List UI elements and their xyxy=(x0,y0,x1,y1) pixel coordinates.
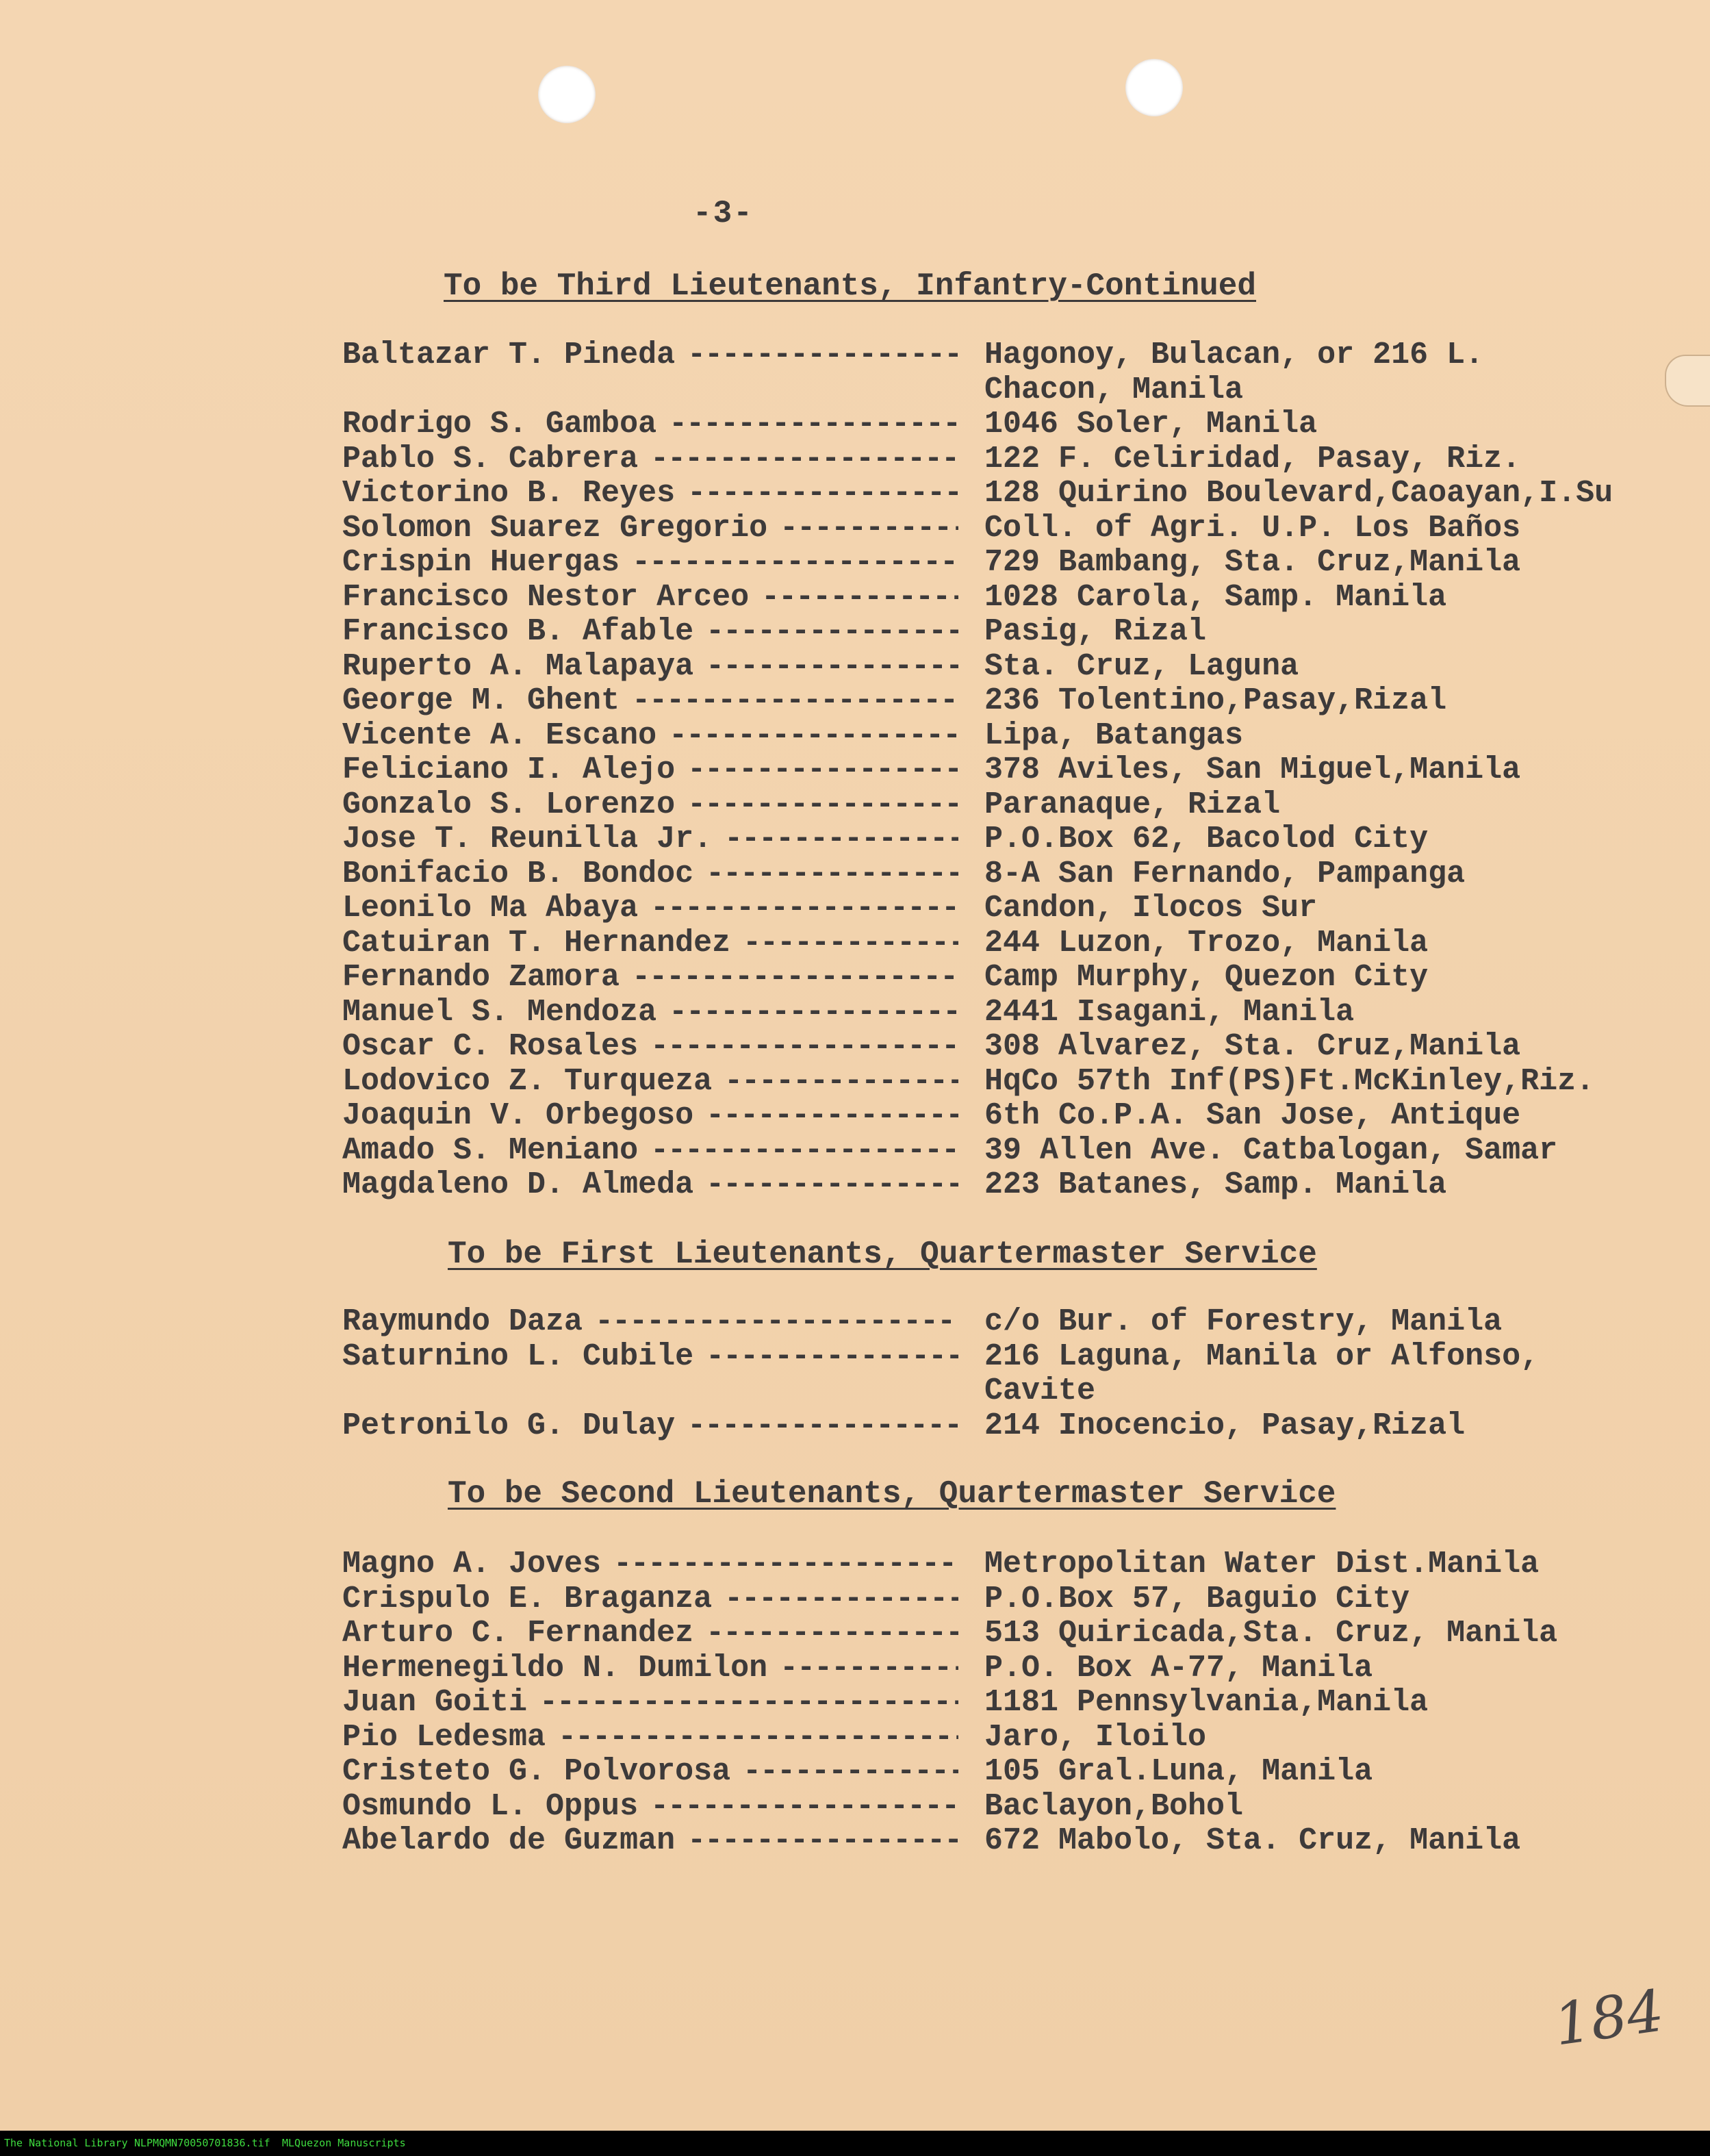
officer-name: Cristeto G. Polvorosa xyxy=(342,1755,731,1789)
officer-name: Joaquin V. Orbegoso xyxy=(342,1099,694,1133)
entry-name-column xyxy=(342,788,958,823)
entry-name-column xyxy=(342,511,958,546)
list-item xyxy=(342,822,1705,857)
officer-address: Candon, Ilocos Sur xyxy=(984,891,1318,926)
list-item xyxy=(342,442,1705,477)
officer-address: Metropolitan Water Dist.Manila xyxy=(984,1547,1540,1582)
officer-name: Rodrigo S. Gamboa xyxy=(342,407,657,442)
officer-address: 105 Gral.Luna, Manila xyxy=(984,1754,1373,1789)
list-item xyxy=(342,615,1705,650)
dash-leader xyxy=(656,995,958,1030)
officer-address: Lipa, Batangas xyxy=(984,718,1244,753)
officer-address: Camp Murphy, Quezon City xyxy=(984,960,1429,995)
dash-leader xyxy=(767,511,958,546)
officer-name: Vicente A. Escano xyxy=(342,718,657,753)
section-heading-third-lieutenants-infantry: To be Third Lieutenants, Infantry-Continued xyxy=(444,268,1256,304)
officer-name: Manuel S. Mendoza xyxy=(342,995,657,1030)
punch-hole xyxy=(538,66,596,123)
entry-name-column xyxy=(342,1168,958,1203)
officer-address: P.O. Box A-77, Manila xyxy=(984,1650,1373,1686)
officer-address: Paranaque, Rizal xyxy=(984,787,1281,822)
list-item xyxy=(342,1168,1705,1203)
list-item xyxy=(342,719,1705,754)
list-item xyxy=(342,1305,1705,1340)
list-item xyxy=(342,1340,1705,1409)
officer-name: Magno A. Joves xyxy=(342,1547,602,1582)
punch-hole xyxy=(1125,59,1183,116)
list-item xyxy=(342,338,1705,407)
list-item xyxy=(342,891,1705,926)
dash-leader xyxy=(693,1340,958,1409)
officer-address: 236 Tolentino,Pasay,Rizal xyxy=(984,683,1447,718)
dash-leader xyxy=(638,1134,958,1169)
list-item xyxy=(342,995,1705,1030)
officer-address: Hagonoy, Bulacan, or 216 L. Chacon, Manila xyxy=(984,338,1484,407)
list-item xyxy=(342,1790,1705,1825)
officer-address: 6th Co.P.A. San Jose, Antique xyxy=(984,1098,1521,1133)
section-heading-second-lieutenants-quartermaster: To be Second Lieutenants, Quartermaster Service xyxy=(448,1476,1336,1512)
entry-name-column xyxy=(342,1065,958,1100)
dash-leader xyxy=(712,1065,958,1100)
officer-name: Fernando Zamora xyxy=(342,961,620,995)
dash-leader xyxy=(583,1305,958,1340)
officer-name: Osmundo L. Oppus xyxy=(342,1789,639,1824)
dash-leader xyxy=(675,338,958,407)
officer-name: Juan Goiti xyxy=(342,1686,528,1720)
footer-collection: MLQuezon Manuscripts xyxy=(282,2137,406,2149)
dash-leader xyxy=(730,1755,958,1790)
entry-name-column xyxy=(342,1616,958,1651)
list-item xyxy=(342,1824,1705,1859)
officer-name: Victorino B. Reyes xyxy=(342,477,676,511)
officer-address: P.O.Box 57, Baguio City xyxy=(984,1581,1410,1616)
officer-address: 308 Alvarez, Sta. Cruz,Manila xyxy=(984,1029,1521,1064)
entry-name-column xyxy=(342,1305,958,1340)
list-item xyxy=(342,546,1705,581)
entry-name-column xyxy=(342,650,958,685)
entry-name-column xyxy=(342,442,958,477)
dash-leader xyxy=(656,719,958,754)
officer-address: 513 Quiricada,Sta. Cruz, Manila xyxy=(984,1616,1558,1651)
dash-leader xyxy=(693,1616,958,1651)
officer-address: 223 Batanes, Samp. Manila xyxy=(984,1167,1447,1202)
dash-leader xyxy=(712,1582,958,1617)
entry-name-column xyxy=(342,1686,958,1721)
list-item xyxy=(342,1651,1705,1686)
dash-leader xyxy=(749,581,958,616)
entry-name-column xyxy=(342,1134,958,1169)
officer-address: 729 Bambang, Sta. Cruz,Manila xyxy=(984,545,1521,580)
dash-leader xyxy=(675,788,958,823)
list-item xyxy=(342,1686,1705,1721)
officer-address: Baclayon,Bohol xyxy=(984,1788,1244,1824)
officer-address: Coll. of Agri. U.P. Los Baños xyxy=(984,510,1521,546)
footer-library: The National Library xyxy=(4,2137,128,2149)
officer-name: Jose T. Reunilla Jr. xyxy=(342,822,713,857)
officer-name: Baltazar T. Pineda xyxy=(342,338,676,372)
entry-list-third-lieutenants-infantry xyxy=(342,338,1705,1203)
entry-name-column xyxy=(342,1030,958,1065)
list-item xyxy=(342,581,1705,616)
officer-name: Arturo C. Fernandez xyxy=(342,1616,694,1651)
dash-leader xyxy=(638,1030,958,1065)
entry-name-column xyxy=(342,1547,958,1582)
list-item xyxy=(342,650,1705,685)
entry-name-column xyxy=(342,822,958,857)
section-heading-first-lieutenants-quartermaster: To be First Lieutenants, Quartermaster Service xyxy=(448,1236,1317,1272)
footer-file: NLPMQMN70050701836.tif xyxy=(134,2137,270,2149)
entry-name-column xyxy=(342,1790,958,1825)
officer-name: Francisco Nestor Arceo xyxy=(342,580,750,615)
officer-name: Pio Ledesma xyxy=(342,1720,546,1755)
dash-leader xyxy=(675,753,958,788)
list-item xyxy=(342,788,1705,823)
officer-address: 39 Allen Ave. Catbalogan, Samar xyxy=(984,1132,1558,1168)
list-item xyxy=(342,961,1705,995)
dash-leader xyxy=(675,1824,958,1859)
officer-name: Amado S. Meniano xyxy=(342,1133,639,1168)
entry-name-column xyxy=(342,477,958,511)
officer-name: Crispulo E. Braganza xyxy=(342,1582,713,1616)
list-item xyxy=(342,511,1705,546)
handwritten-page-mark: 184 xyxy=(1549,1977,1668,2059)
entry-name-column xyxy=(342,1755,958,1790)
officer-name: Leonilo Ma Abaya xyxy=(342,891,639,926)
entry-name-column xyxy=(342,338,958,407)
officer-address: 244 Luzon, Trozo, Manila xyxy=(984,925,1429,961)
entry-list-second-lieutenants-quartermaster xyxy=(342,1547,1705,1859)
entry-name-column xyxy=(342,995,958,1030)
entry-name-column xyxy=(342,581,958,616)
officer-address: 1028 Carola, Samp. Manila xyxy=(984,579,1447,615)
officer-address: 672 Mabolo, Sta. Cruz, Manila xyxy=(984,1823,1521,1858)
dash-leader xyxy=(767,1651,958,1686)
entry-name-column xyxy=(342,1340,958,1409)
officer-name: Gonzalo S. Lorenzo xyxy=(342,787,676,822)
list-item xyxy=(342,407,1705,442)
entry-name-column xyxy=(342,753,958,788)
officer-name: Feliciano I. Alejo xyxy=(342,753,676,787)
dash-leader xyxy=(675,477,958,511)
scan-footer xyxy=(0,2131,1710,2156)
page-number: -3- xyxy=(693,196,754,231)
dash-leader xyxy=(693,1099,958,1134)
entry-name-column xyxy=(342,684,958,719)
officer-name: Francisco B. Afable xyxy=(342,615,694,649)
officer-address: 378 Aviles, San Miguel,Manila xyxy=(984,752,1521,787)
entry-name-column xyxy=(342,1651,958,1686)
entry-name-column xyxy=(342,615,958,650)
entry-name-column xyxy=(342,961,958,995)
officer-name: Bonifacio B. Bondoc xyxy=(342,857,694,891)
officer-name: Ruperto A. Malapaya xyxy=(342,649,694,684)
dash-leader xyxy=(693,615,958,650)
dash-leader xyxy=(527,1686,958,1721)
dash-leader xyxy=(656,407,958,442)
officer-name: Solomon Suarez Gregorio xyxy=(342,511,768,546)
dash-leader xyxy=(693,650,958,685)
officer-address: c/o Bur. of Forestry, Manila xyxy=(984,1304,1503,1339)
officer-address: Pasig, Rizal xyxy=(984,614,1207,649)
officer-address: 1046 Soler, Manila xyxy=(984,407,1318,442)
officer-name: Petronilo G. Dulay xyxy=(342,1408,676,1443)
officer-name: George M. Ghent xyxy=(342,684,620,718)
officer-address: 8-A San Fernando, Pampanga xyxy=(984,856,1466,891)
officer-address: P.O.Box 62, Bacolod City xyxy=(984,822,1429,857)
officer-address: 128 Quirino Boulevard,Caoayan,I.Su xyxy=(984,476,1613,511)
dash-leader xyxy=(638,891,958,926)
entry-list-first-lieutenants-quartermaster xyxy=(342,1305,1705,1443)
list-item xyxy=(342,753,1705,788)
dash-leader xyxy=(620,961,958,995)
dash-leader xyxy=(638,1790,958,1825)
dash-leader xyxy=(693,857,958,892)
officer-name: Oscar C. Rosales xyxy=(342,1030,639,1064)
list-item xyxy=(342,1099,1705,1134)
list-item xyxy=(342,857,1705,892)
list-item xyxy=(342,1721,1705,1755)
officer-name: Saturnino L. Cubile xyxy=(342,1339,694,1374)
list-item xyxy=(342,1065,1705,1100)
list-item xyxy=(342,1409,1705,1444)
officer-name: Crispin Huergas xyxy=(342,546,620,580)
officer-address: Jaro, Iloilo xyxy=(984,1719,1207,1755)
dash-leader xyxy=(620,546,958,581)
dash-leader xyxy=(675,1409,958,1444)
entry-name-column xyxy=(342,926,958,961)
entry-name-column xyxy=(342,1409,958,1444)
officer-name: Catuiran T. Hernandez xyxy=(342,926,731,961)
officer-address: 216 Laguna, Manila or Alfonso, Cavite xyxy=(984,1339,1540,1408)
entry-name-column xyxy=(342,1824,958,1859)
officer-name: Lodovico Z. Turqueza xyxy=(342,1064,713,1099)
officer-address: 2441 Isagani, Manila xyxy=(984,994,1355,1030)
dash-leader xyxy=(730,926,958,961)
officer-name: Magdaleno D. Almeda xyxy=(342,1168,694,1202)
list-item xyxy=(342,1582,1705,1617)
officer-address: Sta. Cruz, Laguna xyxy=(984,648,1299,684)
entry-name-column xyxy=(342,407,958,442)
list-item xyxy=(342,684,1705,719)
entry-name-column xyxy=(342,891,958,926)
dash-leader xyxy=(601,1547,958,1582)
list-item xyxy=(342,1030,1705,1065)
entry-name-column xyxy=(342,719,958,754)
officer-address: 214 Inocencio, Pasay,Rizal xyxy=(984,1408,1466,1443)
dash-leader xyxy=(546,1721,958,1755)
list-item xyxy=(342,1755,1705,1790)
entry-name-column xyxy=(342,546,958,581)
list-item xyxy=(342,477,1705,511)
officer-address: 122 F. Celiridad, Pasay, Riz. xyxy=(984,441,1521,477)
list-item xyxy=(342,1134,1705,1169)
dash-leader xyxy=(638,442,958,477)
list-item xyxy=(342,1547,1705,1582)
entry-name-column xyxy=(342,857,958,892)
entry-name-column xyxy=(342,1721,958,1755)
entry-name-column xyxy=(342,1582,958,1617)
list-item xyxy=(342,926,1705,961)
officer-name: Abelardo de Guzman xyxy=(342,1824,676,1858)
dash-leader xyxy=(620,684,958,719)
officer-name: Hermenegildo N. Dumilon xyxy=(342,1651,768,1686)
dash-leader xyxy=(712,822,958,857)
officer-name: Raymundo Daza xyxy=(342,1305,583,1339)
officer-name: Pablo S. Cabrera xyxy=(342,442,639,477)
dash-leader xyxy=(693,1168,958,1203)
officer-address: HqCo 57th Inf(PS)Ft.McKinley,Riz. xyxy=(984,1063,1595,1099)
entry-name-column xyxy=(342,1099,958,1134)
officer-address: 1181 Pennsylvania,Manila xyxy=(984,1685,1429,1720)
list-item xyxy=(342,1616,1705,1651)
